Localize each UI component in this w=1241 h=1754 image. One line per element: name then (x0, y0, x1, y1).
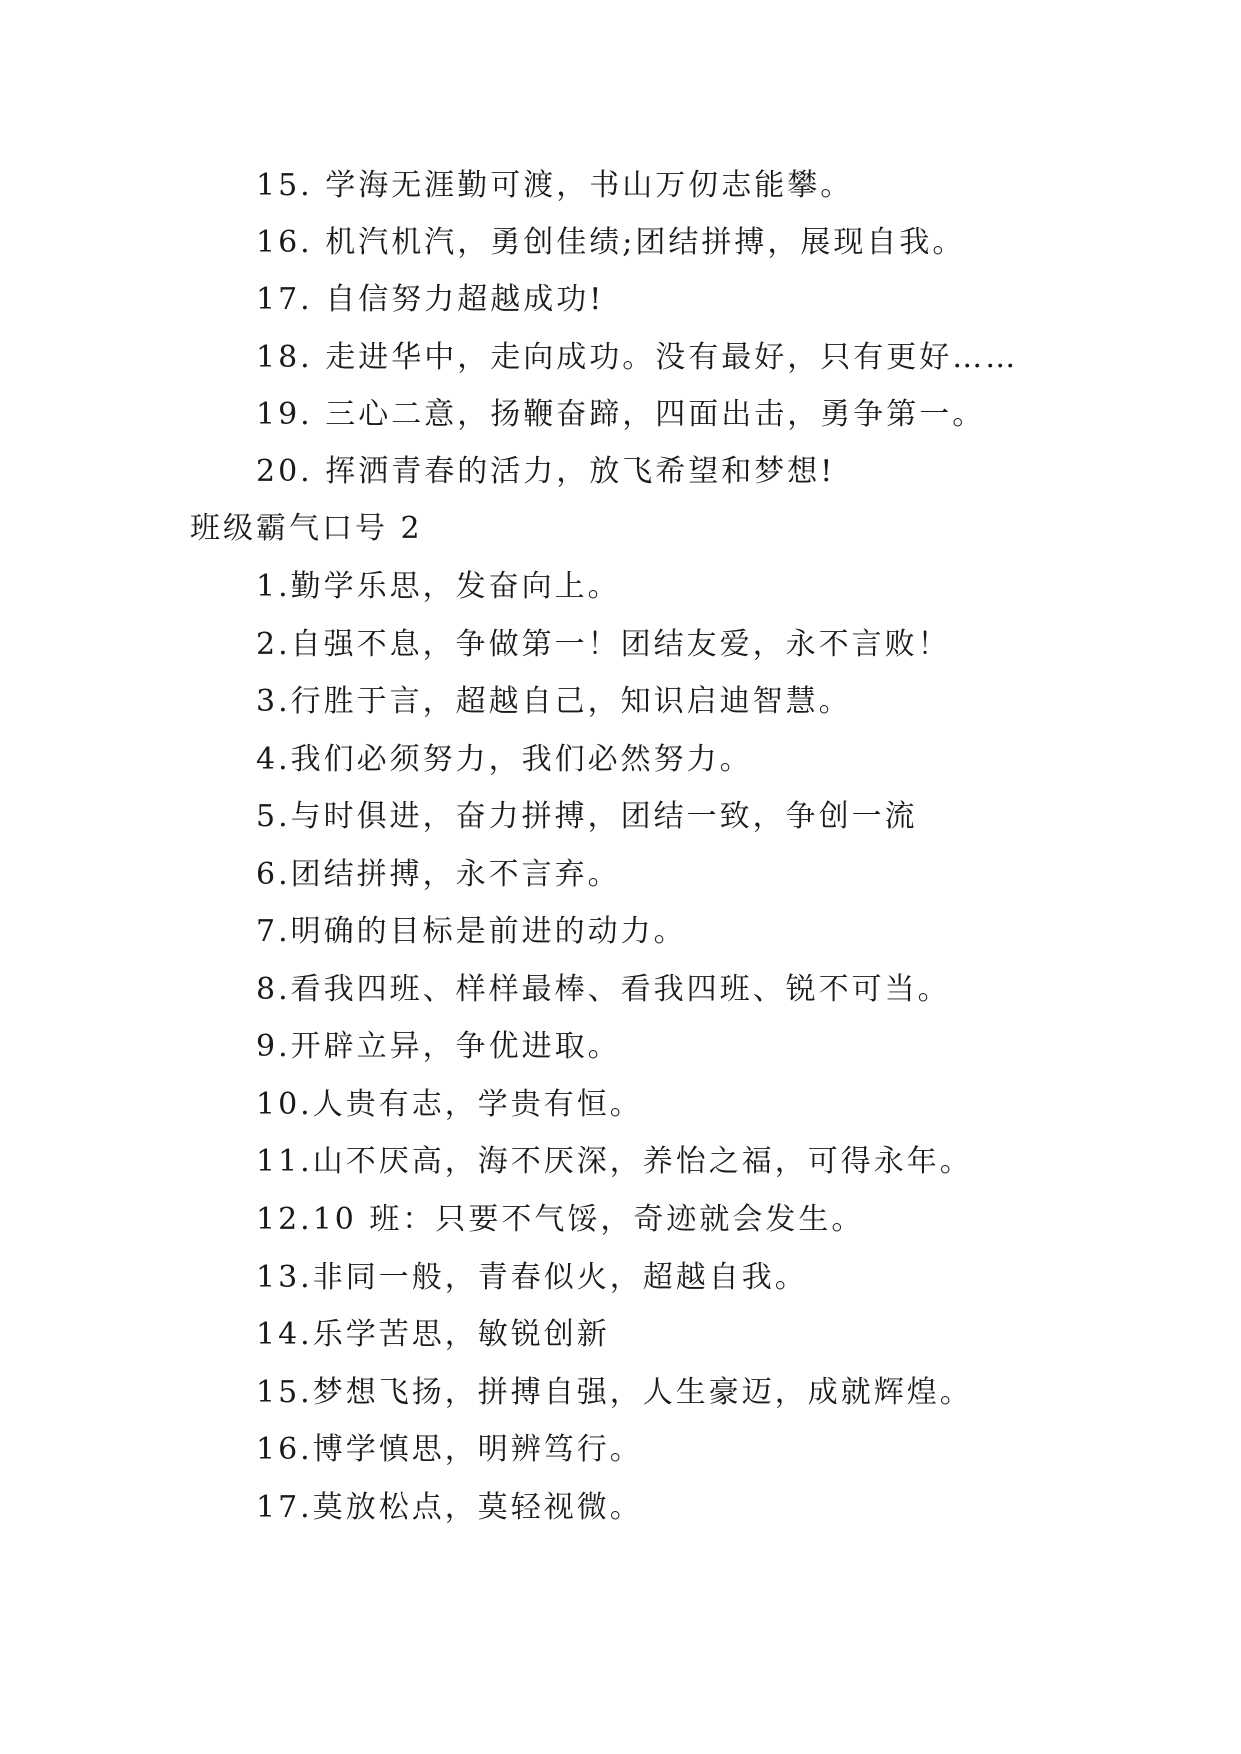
list-item: 15.梦想飞扬，拼搏自强，人生豪迈，成就辉煌。 (256, 1375, 973, 1410)
list-item: 16. 机汽机汽，勇创佳绩;团结拼搏，展现自我。 (256, 225, 966, 260)
list-item: 12.10 班：只要不气馁，奇迹就会发生。 (256, 1202, 865, 1237)
list-item: 18. 走进华中，走向成功。没有最好，只有更好…… (256, 340, 1019, 375)
list-item: 4.我们必须努力，我们必然努力。 (256, 742, 753, 777)
list-item: 5.与时俱进，奋力拼搏，团结一致，争创一流 (256, 799, 918, 834)
list-item: 13.非同一般，青春似火，超越自我。 (256, 1260, 808, 1295)
list-item: 10.人贵有志，学贵有恒。 (256, 1087, 643, 1122)
list-item: 8.看我四班、样样最棒、看我四班、锐不可当。 (256, 972, 951, 1007)
list-item: 6.团结拼搏，永不言弃。 (256, 857, 621, 892)
list-item: 1.勤学乐思，发奋向上。 (256, 569, 621, 604)
list-item: 20. 挥洒青春的活力，放飞希望和梦想! (256, 454, 836, 489)
list-item: 17.莫放松点，莫轻视微。 (256, 1490, 643, 1525)
list-item: 2.自强不息，争做第一！团结友爱，永不言败！ (256, 627, 951, 662)
list-item: 7.明确的目标是前进的动力。 (256, 914, 687, 949)
list-item: 9.开辟立异，争优进取。 (256, 1029, 621, 1064)
list-item: 14.乐学苦思，敏锐创新 (256, 1317, 610, 1352)
section-heading: 班级霸气口号 2 (190, 511, 423, 546)
list-item: 16.博学慎思，明辨笃行。 (256, 1432, 643, 1467)
list-item: 17. 自信努力超越成功! (256, 282, 605, 317)
list-item: 15. 学海无涯勤可渡，书山万仞志能攀。 (256, 168, 854, 203)
list-item: 19. 三心二意，扬鞭奋蹄，四面出击，勇争第一。 (256, 397, 986, 432)
list-item: 3.行胜于言，超越自己，知识启迪智慧。 (256, 684, 852, 719)
list-item: 11.山不厌高，海不厌深，养怡之福，可得永年。 (256, 1144, 973, 1179)
